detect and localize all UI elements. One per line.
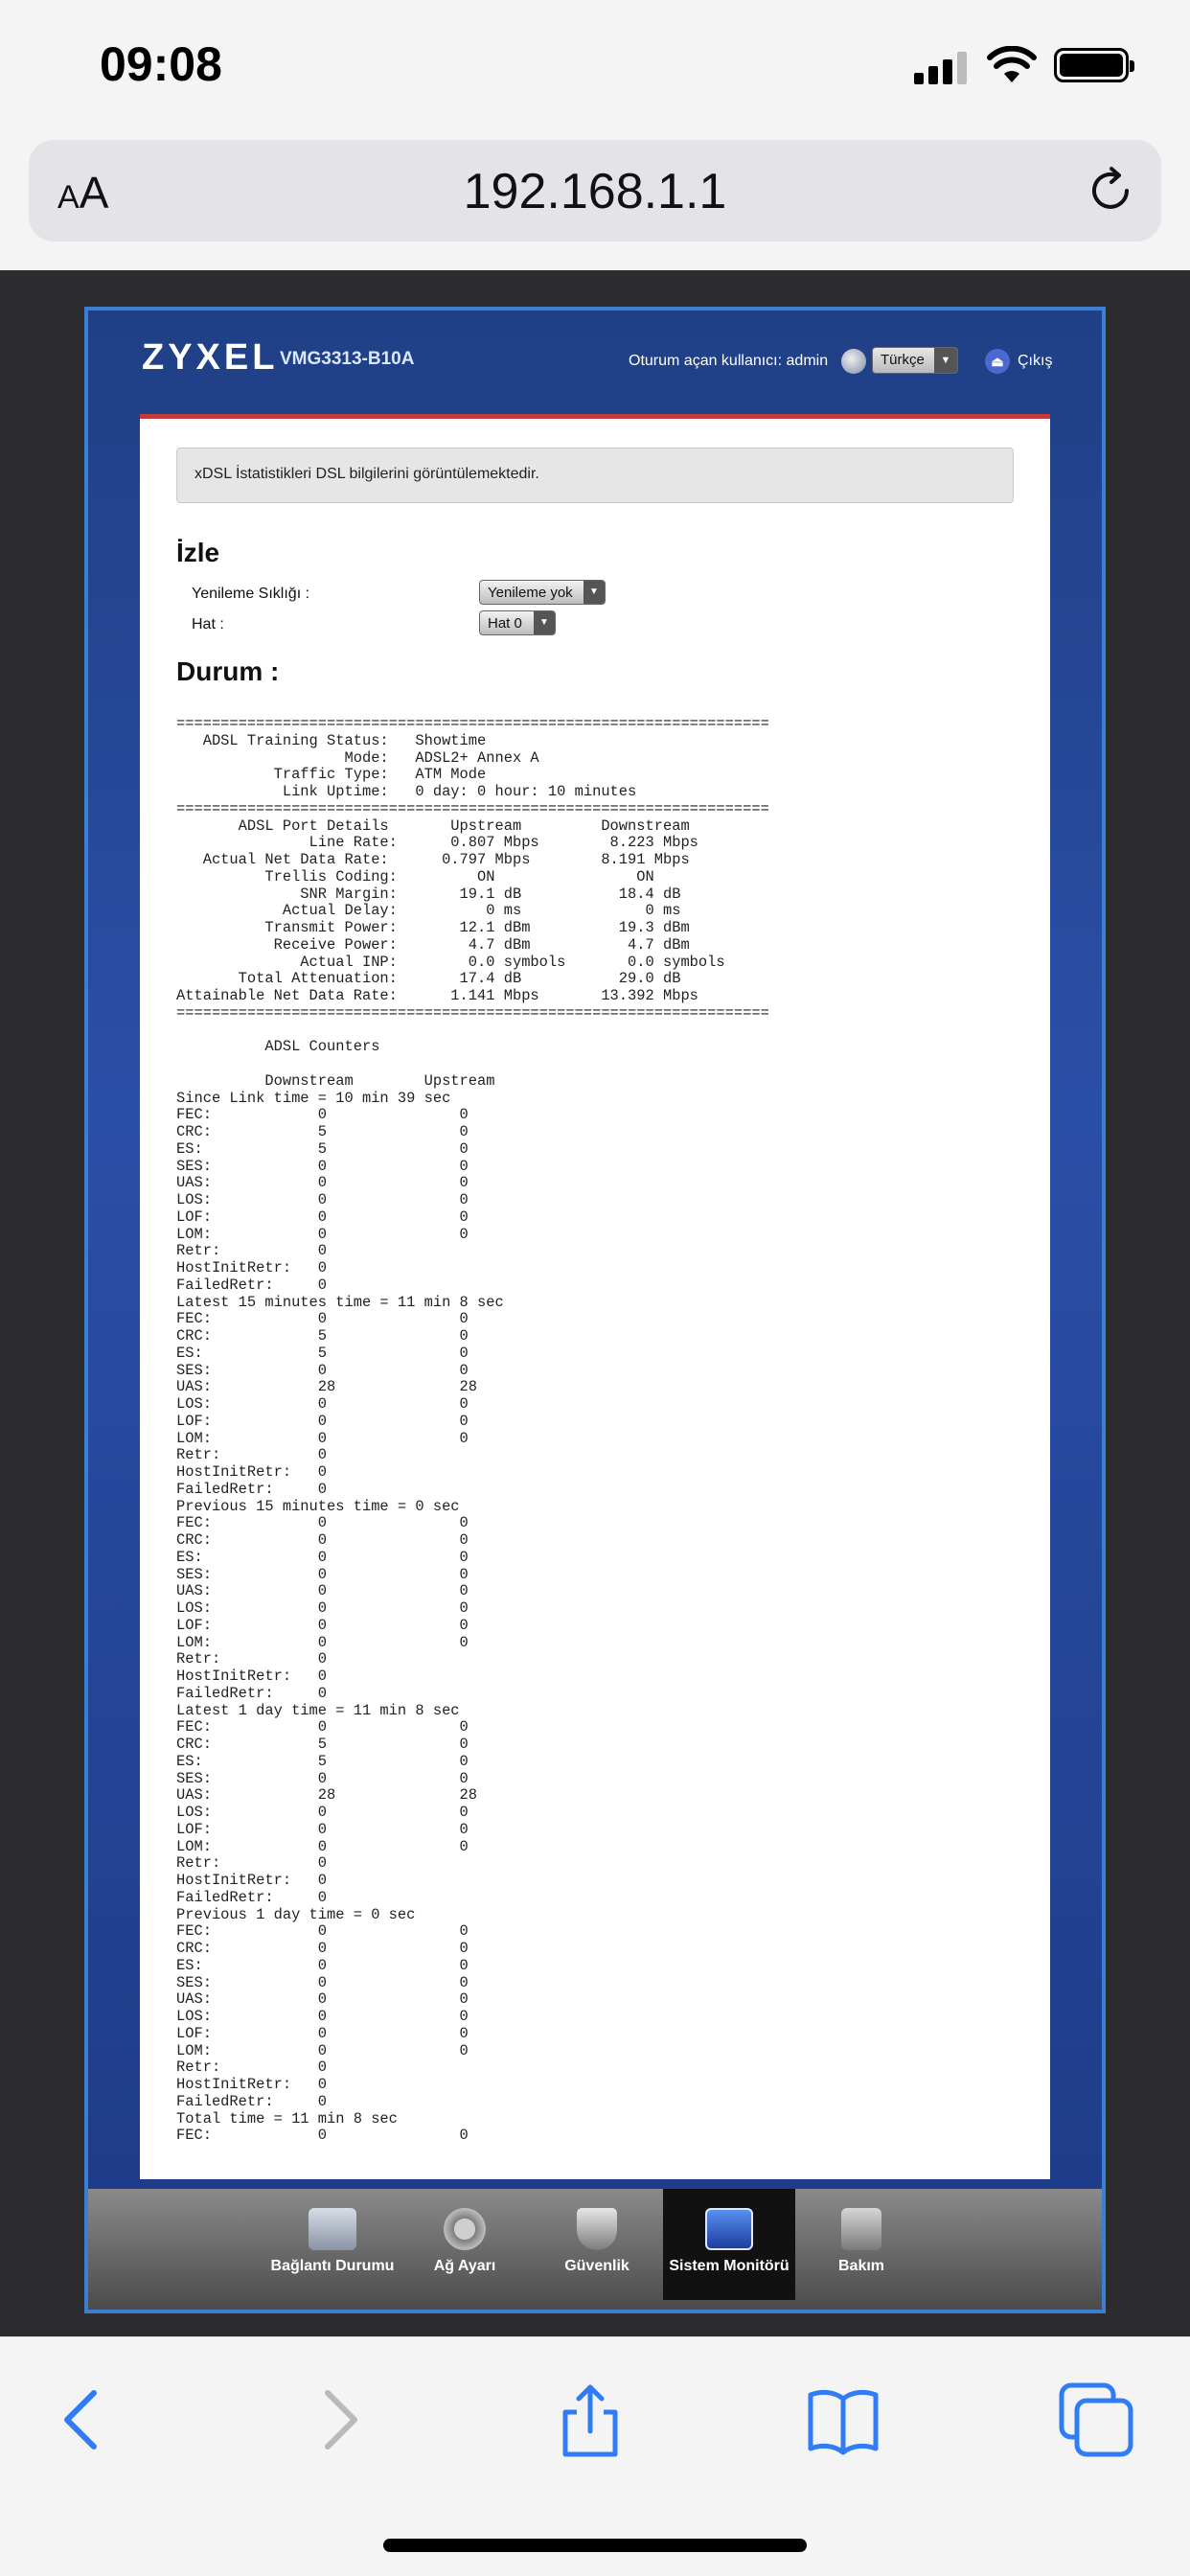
- login-info: Oturum açan kullanıcı: admin: [629, 353, 829, 369]
- nav-label: Güvenlik: [564, 2258, 629, 2274]
- nav-network-settings[interactable]: [399, 2189, 531, 2300]
- refresh-value: Yenileme yok: [488, 585, 573, 601]
- nav-connection-status[interactable]: [266, 2189, 399, 2300]
- brand-logo: ZYXEL: [142, 337, 279, 378]
- nav-label: Ağ Ayarı: [433, 2258, 496, 2274]
- line-select[interactable]: [479, 610, 556, 635]
- chevron-down-icon: ▼: [584, 581, 605, 604]
- url-text[interactable]: 192.168.1.1: [463, 164, 727, 219]
- home-indicator: [383, 2539, 807, 2552]
- bookmarks-icon[interactable]: [805, 2381, 881, 2458]
- router-frame: [84, 307, 1106, 2313]
- browser-toolbar: [0, 2336, 1190, 2576]
- router-nav-bar: [88, 2189, 1102, 2310]
- line-value: Hat 0: [488, 615, 522, 632]
- monitor-title: İzle: [176, 538, 220, 567]
- wifi-icon: [987, 46, 1037, 84]
- clock: 09:08: [100, 37, 222, 91]
- cellular-signal-icon: [914, 52, 972, 84]
- tabs-icon[interactable]: [1058, 2381, 1134, 2458]
- logout-icon[interactable]: ⏏: [985, 349, 1010, 374]
- nav-security[interactable]: [531, 2189, 663, 2300]
- nav-label: Sistem Monitörü: [669, 2258, 790, 2274]
- language-value: Türkçe: [881, 352, 925, 368]
- status-bar: [0, 0, 1190, 130]
- share-icon[interactable]: [552, 2381, 629, 2458]
- status-title: Durum :: [176, 656, 280, 686]
- gear-icon: [444, 2208, 486, 2250]
- model-name: VMG3313-B10A: [280, 349, 415, 369]
- refresh-select[interactable]: [479, 580, 606, 605]
- connection-status-icon: [309, 2208, 356, 2250]
- content-panel: [140, 414, 1050, 2179]
- reload-icon[interactable]: [1085, 165, 1136, 217]
- chevron-down-icon: ▼: [534, 611, 555, 634]
- dsl-statistics-text: =================================================================== ADSL Training Status: Showtime Mode: ADSL2+ Annex A Traffic Type: ATM Mode Link Uptime: 0 day: 0 hour: 10 minutes =================================================================== ADSL Port Details Upstream Downstream Line Rate: 0.807 Mbps 8.223 Mbps Actual Net Data Rate: 0.797 Mbps 8.191 Mbps Trellis Coding: ON ON SNR Margin: 19.1 dB 18.4 dB Actual Delay: 0 ms 0 ms Transmit Power: 12.1 dBm 19.3 dBm Receive Power: 4.7 dBm 4.7 dBm Actual INP: 0.0 symbols 0.0 symbols Total Attenuation: 17.4 dB 29.0 dB Attainable Net Data Rate: 1.141 Mbps 13.392 Mbps =================================================================== ADSL Counters Downstream Upstream Since Link time = 10 min 39 sec FEC: 0 0 CRC: 5 0 ES: 5 0 SES: 0 0 UAS: 0 0 LOS: 0 0 LOF: 0 0 LOM: 0 0 Retr: 0 HostInitRetr: 0 FailedRetr: 0 Latest 15 minutes time = 11 min 8 sec FEC: 0 0 CRC: 5 0 ES: 5 0 SES: 0 0 UAS: 28 28 LOS: 0 0 LOF: 0 0 LOM: 0 0 Retr: 0 HostInitRetr: 0 FailedRetr: 0 Previous 15 minutes time = 0 sec FEC: 0 0 CRC: 0 0 ES: 0 0 SES: 0 0 UAS: 0 0 LOS: 0 0 LOF: 0 0 LOM: 0 0 Retr: 0 HostInitRetr: 0 FailedRetr: 0 Latest 1 day time = 11 min 8 sec FEC: 0 0 CRC: 5 0 ES: 5 0 SES: 0 0 UAS: 28 28 LOS: 0 0 LOF: 0 0 LOM: 0 0 Retr: 0 HostInitRetr: 0 FailedRetr: 0 Previous 1 day time = 0 sec FEC: 0 0 CRC: 0 0 ES: 0 0 SES: 0 0 UAS: 0 0 LOS: 0 0 LOF: 0 0 LOM: 0 0 Retr: 0 HostInitRetr: 0 FailedRetr: 0 Total time = 11 min 8 sec FEC: 0 0: [176, 715, 769, 2145]
- text-size-button[interactable]: AA: [57, 168, 109, 218]
- battery-icon: [1054, 48, 1129, 82]
- maintenance-icon: [841, 2208, 881, 2250]
- nav-maintenance[interactable]: [795, 2189, 927, 2300]
- globe-icon: [841, 349, 866, 374]
- nav-system-monitor[interactable]: [663, 2189, 795, 2300]
- refresh-label: Yenileme Sıklığı :: [192, 586, 310, 602]
- language-select[interactable]: [872, 347, 958, 374]
- logout-link[interactable]: Çıkış: [1018, 353, 1053, 369]
- web-viewport: [0, 270, 1190, 2336]
- chevron-down-icon: ▼: [934, 348, 957, 373]
- forward-icon[interactable]: [301, 2381, 378, 2458]
- chart-icon: [705, 2208, 753, 2250]
- router-header: [88, 310, 1102, 406]
- shield-icon: [577, 2208, 617, 2250]
- back-icon[interactable]: [44, 2381, 121, 2458]
- line-label: Hat :: [192, 616, 224, 632]
- info-message: xDSL İstatistikleri DSL bilgilerini görüntülemektedir.: [176, 448, 1014, 503]
- address-bar[interactable]: [29, 140, 1161, 242]
- nav-label: Bakım: [837, 2258, 885, 2274]
- nav-label: Bağlantı Durumu: [270, 2258, 395, 2274]
